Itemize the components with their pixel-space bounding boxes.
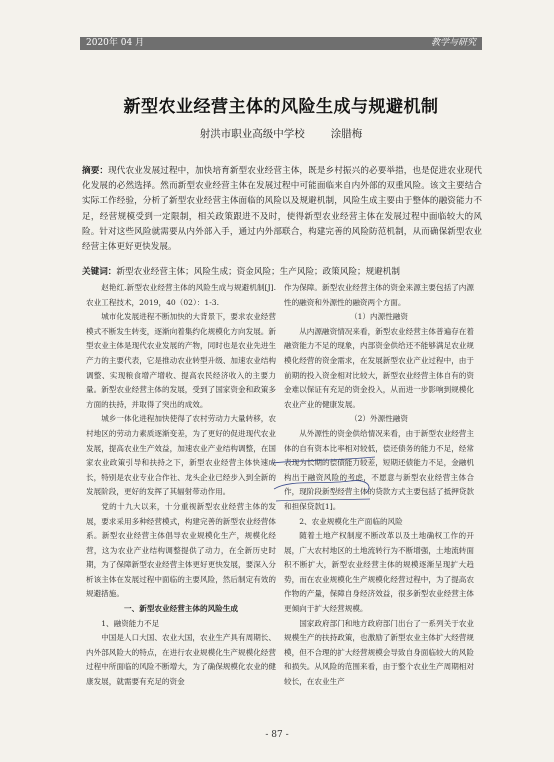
paragraph: 国家政府部门和地方政府部门出台了一系列关于农业规模生产的扶持政策，也激励了新型农业主体扩大经营规模，但不合理的扩大经营规模会导致自身面临较大的风险和损失。从风险的范围来看，由于整个农业生产周期相对较长，在农业生产 [284, 618, 474, 687]
section-name: 教学与研究 [430, 38, 476, 48]
paragraph: 城乡一体化进程加快使得了农村劳动力大量转移，农村地区的劳动力素质逐渐变差，为了更好的促进现代农业发展，提高农业生产效益，加速农业产业结构调整，在国家农业政策引导和扶持之下，新型农业经营主体快速成长，特别是农业专业合作社、龙头企业已经步入到全新的发展阶段，更好的发挥了其辐射带动作用。 [86, 414, 276, 497]
paragraph: 党的十九大以来，十分重视新型农业经营主体的发展，要求采用多种经营模式，构建完善的新型农业经营体系。新型农业经营主体倡导农业规模化生产，规模化经营，这为农业产业结构调整提供了动力，在全新历史时期，为了保障新型农业经营主体更好更快发展，要深入分析该主体在发展过程中面临的主要风险，然后制定有效的规避措施。 [86, 501, 276, 599]
paragraph: 随着土地产权制度不断改革以及土地确权工作的开展，广大农村地区的土地流转行为不断增强，土地流转面积不断扩大，新型农业经营主体的规模逐渐呈现扩大趋势，而在农业规模化生产规模化经营过程中，为了提高农作物的产量，保障自身经济效益，很多新型农业经营主体更倾向于扩大经营规模。 [284, 531, 474, 614]
abstract-text: 现代农业发展过程中，加快培育新型农业经营主体，既是乡村振兴的必要举措，也是促进农业现代化发展的必然选择。然而新型农业经营主体在发展过程中可能面临来自内外部的双重风险。该文主要结合实际工作经验，分析了新型农业经营主体面临的风险以及规避机制，风险生成主要由于整体的融资能力不足，经营规模受到一定限制，相关政策跟进不及时，使得新型农业经营主体在发展过程中面临较大的风险。针对这些风险就需要从内外部入手，通过内外部联合，构建完善的风险防范机制，从而确保新型农业经营主体更好更快发展。 [82, 166, 482, 253]
keywords-label: 关键词： [82, 267, 117, 277]
institution: 射洪市职业高级中学校 [199, 128, 305, 140]
paragraph: 从外源性的资金供给情况来看，由于新型农业经营主体的自有资本比率相对较低，偿还债务的能力不足，经常表现为长期的偿债能力较差，短期还债能力不足，金融机构出于融资风险的考虑，不愿意与新型农业经营主体合作，现阶段新型经营主体的贷款方式主要包括了抵押贷款和担保贷款[1]。 [284, 428, 474, 511]
left-column [86, 281, 276, 690]
subsection-heading: 2、农业规模化生产面临的风险 [299, 516, 403, 526]
article-title: 新型农业经营主体的风险生成与规避机制 [123, 97, 439, 117]
paragraph: 城市化发展进程不断加快的大背景下，要求农业经营模式不断发生转变，逐渐向着集约化规模化方向发展。新型农业主体是现代农业发展的产物，同时也是农业先进生产力的主要代表，它是推动农业转型升级、加速农业结构调整、实现粮食增产增收、提高农民经济收入的主要力量。新型农业经营主体的发展，受到了国家资金和政策多方面的扶持，并取得了突出的成效。 [86, 312, 276, 409]
byline [80, 126, 482, 141]
section-heading: 一、新型农业经营主体的风险生成 [124, 604, 238, 614]
abstract-label: 摘要： [82, 166, 109, 176]
right-column [284, 281, 474, 690]
page-number: - 87 - [265, 730, 289, 740]
keywords [82, 265, 482, 277]
paragraph: 从内源融资情况来看，新型农业经营主体普遍存在着融资能力不足的现象，内部资金供给还不能够满足农业规模化经营的资金需求，在发展新型农业产业过程中，由于前期的投入资金相对比较大，新型农业经营主体自有的资金难以保证有充足的资金投入，从而进一步影响到规模化农业产业的健康发展。 [284, 326, 474, 409]
abstract [82, 164, 482, 255]
subsection-heading: （2）外源性融资 [350, 414, 408, 424]
citation: 赵艳红.新型农业经营主体的风险生成与规避机制[J].农业工程技术，2019，40（02）：1-3. [86, 283, 276, 307]
subsection-heading: （1）内源性融资 [350, 312, 408, 322]
paragraph: 中国是人口大国、农业大国，农业生产具有周期长、内外部风险大的特点，在进行农业规模化生产规模化经营过程中所面临的风险不断增大，为了确保规模化农业的健康发展，就需要有充足的资金 [86, 633, 276, 687]
paragraph: 作为保障。新型农业经营主体的资金来源主要包括了内源性的融资和外源性的融资两个方面。 [284, 283, 474, 307]
keywords-text: 新型农业经营主体；风险生成；资金风险；生产风险；政策风险；规避机制 [116, 267, 400, 277]
author: 涂腊梅 [330, 128, 363, 140]
running-header [80, 37, 482, 50]
issue-date: 2020年 04 月 [86, 38, 145, 48]
subsection-heading: 1、融资能力不足 [101, 618, 160, 628]
